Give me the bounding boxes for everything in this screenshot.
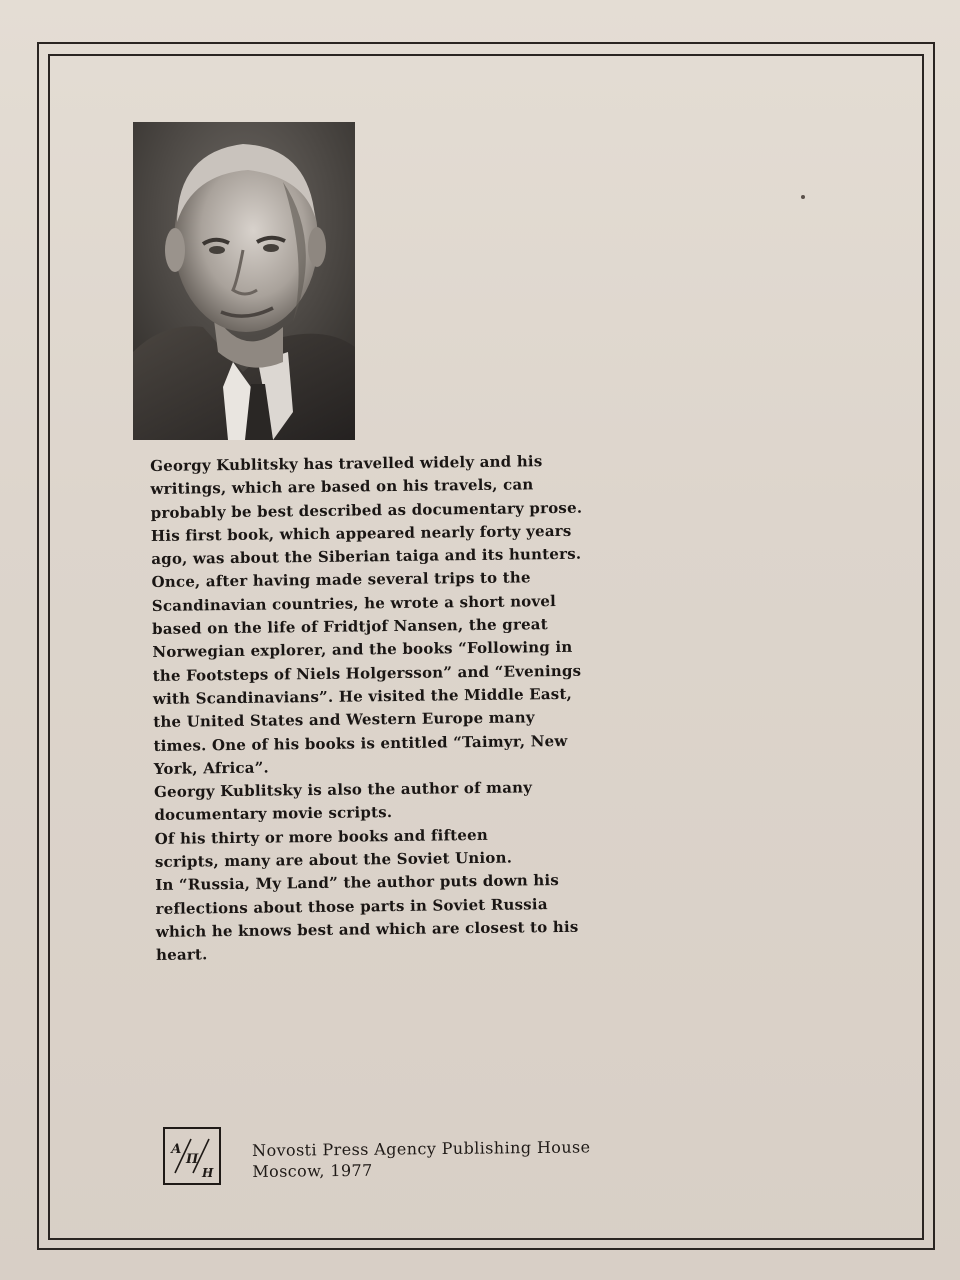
bio-line: writings, which are based on his travels, can (150, 475, 534, 499)
author-portrait (133, 122, 355, 440)
bio-line: probably be best described as documentary prose. (150, 498, 583, 522)
bio-line: His first book, which appeared nearly forty years (150, 521, 572, 545)
logo-letter: А (171, 1142, 182, 1157)
bio-line: reflections about those parts in Soviet Russia (155, 894, 548, 918)
bio-line: which he knows best and which are closest to his (155, 917, 579, 941)
bio-line: Norwegian explorer, and the books “Following in (152, 638, 573, 662)
author-biography (150, 449, 626, 967)
bio-line: the Footsteps of Niels Holgersson” and “Evenings (152, 661, 582, 685)
bio-line: based on the life of Fridtjof Nansen, the great (152, 615, 548, 639)
publisher-logo (163, 1127, 221, 1185)
bio-line: Georgy Kublitsky is also the author of many (154, 778, 533, 802)
bio-line: the United States and Western Europe many (153, 708, 535, 732)
publisher-imprint (252, 1136, 591, 1182)
bio-line: with Scandinavians”. He visited the Middle East, (152, 684, 573, 708)
bio-line: times. One of his books is entitled “Taimyr, New (153, 731, 568, 755)
logo-letter: Н (202, 1166, 214, 1180)
publisher-name: Novosti Press Agency Publishing House (252, 1137, 591, 1160)
bio-line: scripts, many are about the Soviet Union. (154, 848, 513, 872)
logo-letter: П (186, 1152, 199, 1167)
bio-line: Once, after having made several trips to the (151, 568, 531, 592)
publisher-place-year: Moscow, 1977 (252, 1160, 373, 1181)
bio-line: documentary movie scripts. (154, 803, 393, 825)
bio-line: Scandinavian countries, he wrote a short novel (151, 591, 557, 615)
paper-speck (801, 195, 805, 199)
bio-line: heart. (156, 945, 208, 965)
bio-line: Of his thirty or more books and fifteen (154, 825, 488, 848)
bio-line: York, Africa”. (153, 758, 270, 778)
bio-line: Georgy Kublitsky has travelled widely and his (150, 452, 543, 475)
bio-line: ago, was about the Siberian taiga and its hunters. (151, 544, 582, 569)
bio-line: In “Russia, My Land” the author puts down his (155, 871, 560, 895)
